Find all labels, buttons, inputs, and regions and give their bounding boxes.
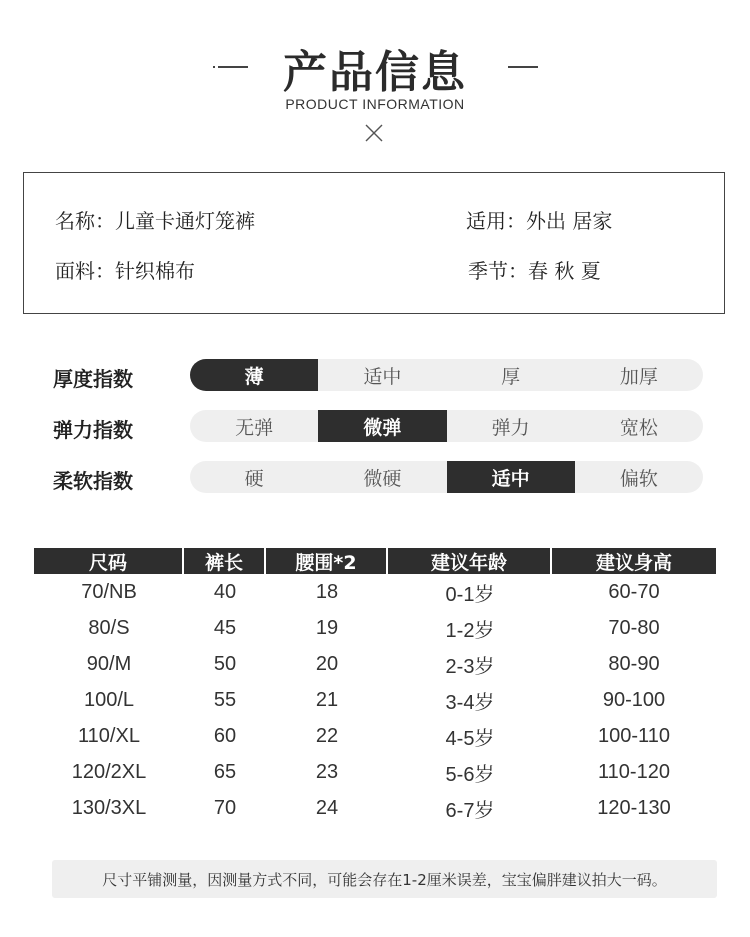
table-cell: 23 <box>315 760 339 783</box>
softness-option: 硬 <box>244 467 264 490</box>
column-header-size: 尺码 <box>34 548 184 574</box>
thickness-option: 适中 <box>363 365 402 388</box>
softness-index-scale <box>190 461 703 493</box>
table-cell: 3-4岁 <box>445 691 495 714</box>
page-subtitle: PRODUCT INFORMATION <box>285 96 465 112</box>
info-fabric: 面料：针织棉布 <box>55 259 195 283</box>
table-cell: 80-90 <box>608 652 660 675</box>
table-cell: 70-80 <box>608 616 660 639</box>
table-row <box>34 574 716 610</box>
table-cell: 130/3XL <box>71 796 147 819</box>
table-cell: 20 <box>315 652 339 675</box>
product-info-box <box>23 172 725 314</box>
table-cell: 55 <box>213 688 237 711</box>
table-cell: 21 <box>315 688 339 711</box>
title-left-dot <box>213 66 215 68</box>
column-header-height: 建议身高 <box>595 551 672 574</box>
table-cell: 2-3岁 <box>445 655 495 678</box>
page-title: 产品信息 <box>283 47 467 98</box>
elasticity-option: 弹力 <box>491 416 530 439</box>
table-cell: 90-100 <box>602 688 666 711</box>
measurement-note: 尺寸平铺测量，因测量方式不同，可能会存在1-2厘米误差，宝宝偏胖建议拍大一码。 <box>52 860 717 898</box>
softness-index-label: 柔软指数 <box>53 469 133 493</box>
table-cell: 100/L <box>83 688 135 711</box>
info-name: 名称：儿童卡通灯笼裤 <box>55 209 255 233</box>
softness-option: 偏软 <box>619 467 658 490</box>
table-cell: 45 <box>213 616 237 639</box>
table-row <box>34 790 716 826</box>
thickness-option: 薄 <box>190 359 318 391</box>
table-cell: 70 <box>213 796 237 819</box>
table-cell: 110/XL <box>78 724 140 747</box>
table-cell: 90/M <box>86 652 132 675</box>
table-row <box>34 754 716 790</box>
table-cell: 24 <box>315 796 339 819</box>
title-right-dot <box>536 66 538 68</box>
info-usage: 适用：外出 居家 <box>466 209 613 233</box>
table-cell: 40 <box>213 580 237 603</box>
thickness-index-scale <box>190 359 703 391</box>
table-cell: 50 <box>213 652 237 675</box>
elasticity-option: 宽松 <box>619 416 658 439</box>
table-cell: 4-5岁 <box>445 727 495 750</box>
table-cell: 22 <box>315 724 339 747</box>
thickness-option: 厚 <box>501 365 521 388</box>
table-row <box>34 610 716 646</box>
softness-option: 适中 <box>447 461 575 493</box>
table-row <box>34 682 716 718</box>
table-cell: 70/NB <box>81 580 137 603</box>
column-header-waist: 腰围*2 <box>266 548 388 574</box>
title-left-dash <box>218 66 248 68</box>
thickness-index-label: 厚度指数 <box>53 367 133 391</box>
table-row <box>34 718 716 754</box>
column-header-length: 裤长 <box>184 548 266 574</box>
table-cell: 60 <box>213 724 237 747</box>
elasticity-option: 无弹 <box>235 416 274 439</box>
table-cell: 100-110 <box>598 724 670 747</box>
column-header-age: 建议年龄 <box>388 548 552 574</box>
size-table <box>34 548 716 826</box>
table-cell: 5-6岁 <box>445 763 495 786</box>
title-right-dash <box>508 66 538 68</box>
table-cell: 6-7岁 <box>445 799 495 822</box>
table-header <box>34 548 716 574</box>
thickness-option: 加厚 <box>619 365 658 388</box>
elasticity-option: 微弹 <box>318 410 446 442</box>
table-cell: 80/S <box>88 616 130 639</box>
table-cell: 0-1岁 <box>445 583 495 606</box>
table-cell: 120-130 <box>597 796 671 819</box>
table-cell: 19 <box>315 616 339 639</box>
table-cell: 1-2岁 <box>445 619 495 642</box>
table-cell: 60-70 <box>608 580 660 603</box>
softness-option: 微硬 <box>363 467 402 490</box>
table-cell: 18 <box>315 580 339 603</box>
table-cell: 110-120 <box>598 760 670 783</box>
elasticity-index-label: 弹力指数 <box>53 418 133 442</box>
table-cell: 65 <box>213 760 237 783</box>
table-row <box>34 646 716 682</box>
cross-icon <box>363 122 385 144</box>
info-season: 季节：春 秋 夏 <box>468 259 601 283</box>
table-cell: 120/2XL <box>71 760 147 783</box>
elasticity-index-scale <box>190 410 703 442</box>
